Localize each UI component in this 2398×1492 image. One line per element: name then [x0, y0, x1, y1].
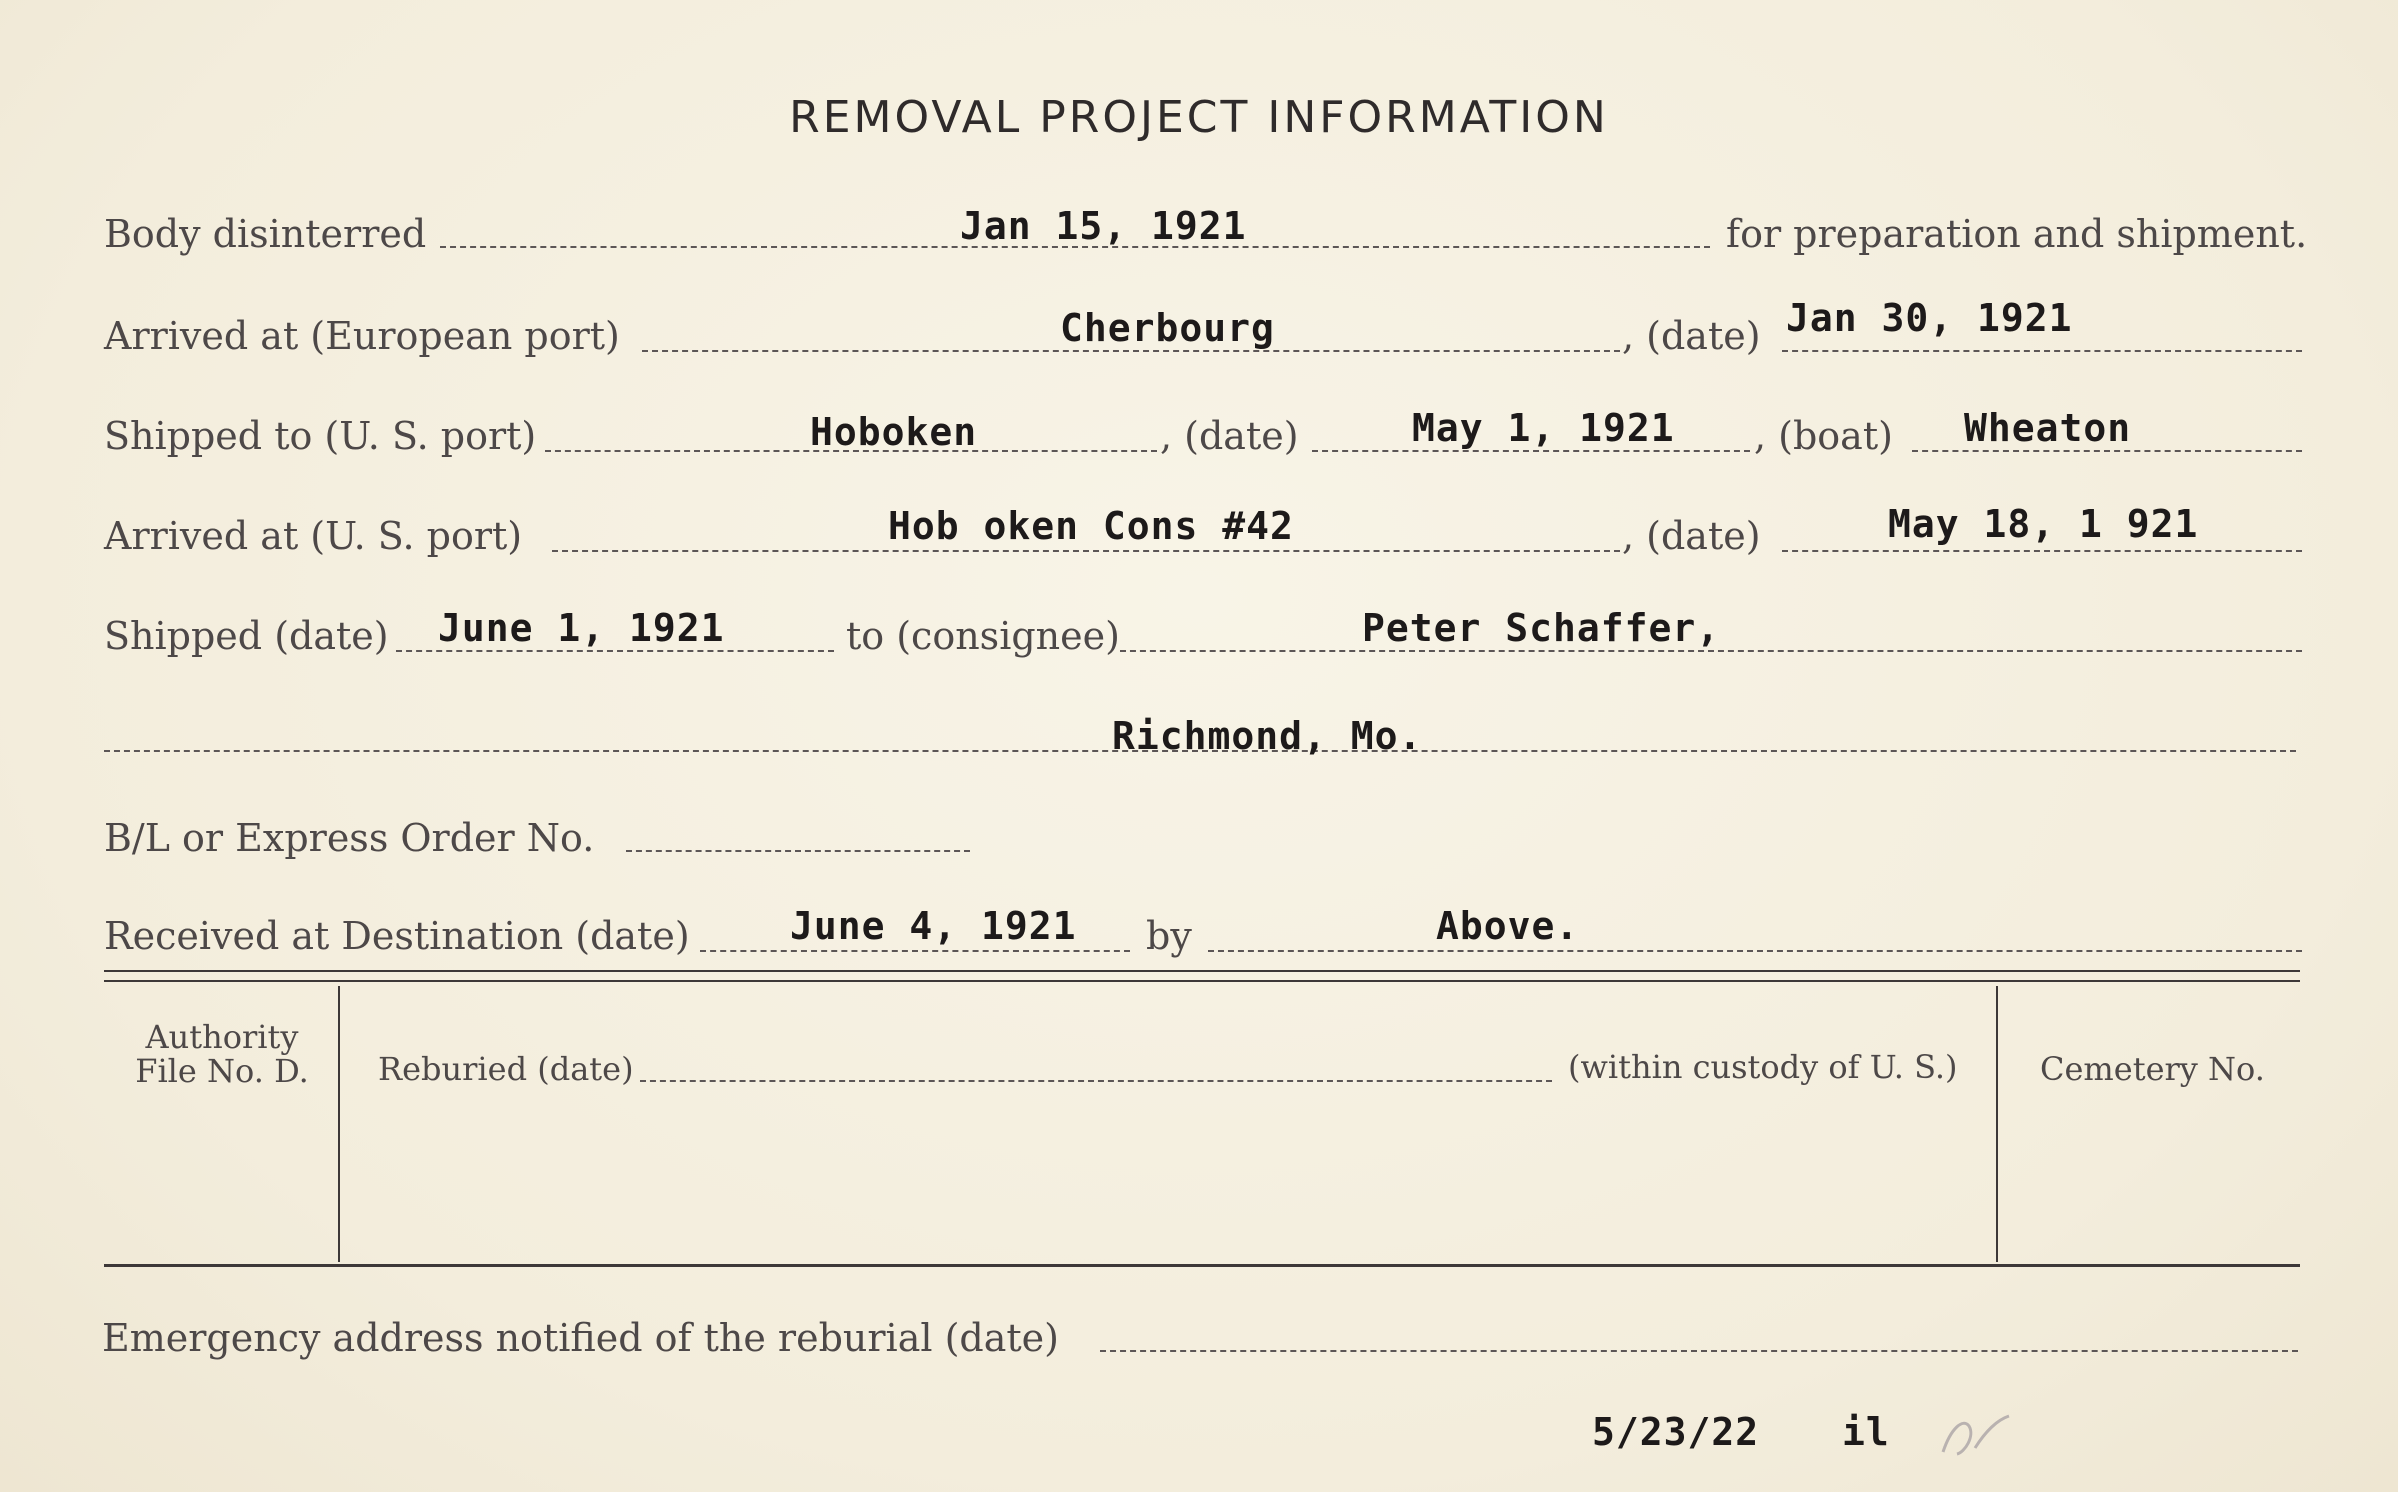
- value-us-port-shipped: Hoboken: [810, 410, 978, 454]
- field-line-shipped-date: [1312, 450, 1750, 452]
- label-body-disinterred: Body disinterred: [104, 212, 427, 256]
- label-boat: , (boat): [1754, 414, 1893, 458]
- value-arrived-date: May 18, 1 921: [1888, 502, 2199, 546]
- label-date-arrived: , (date): [1622, 514, 1761, 558]
- label-for-preparation: for preparation and shipment.: [1726, 212, 2308, 256]
- field-line-consignee: [1120, 650, 2302, 652]
- label-within-custody: (within custody of U. S.): [1568, 1048, 1958, 1086]
- label-cemetery-no: Cemetery No.: [2040, 1050, 2265, 1088]
- label-by: by: [1146, 914, 1192, 958]
- field-line-boat: [1912, 450, 2302, 452]
- field-line-reburied: [640, 1080, 1552, 1082]
- value-consignee-address: Richmond, Mo.: [1112, 714, 1423, 758]
- field-line-bl-order: [626, 850, 970, 852]
- label-received-destination: Received at Destination (date): [104, 914, 690, 958]
- value-us-port-arrived: Hob oken Cons #42: [888, 504, 1294, 548]
- value-received-by: Above.: [1436, 904, 1580, 948]
- field-line-emergency: [1100, 1350, 2298, 1352]
- value-european-date: Jan 30, 1921: [1786, 296, 2073, 340]
- stamp-date: 5/23/22: [1592, 1410, 1760, 1454]
- label-authority: Authority: [145, 1018, 299, 1056]
- stamp-code: il: [1842, 1410, 1890, 1454]
- value-european-port: Cherbourg: [1060, 306, 1275, 350]
- label-to-consignee: to (consignee): [846, 614, 1120, 658]
- label-emergency-address: Emergency address notified of the reburial (date): [102, 1316, 1059, 1360]
- value-shipped-on: June 1, 1921: [438, 606, 725, 650]
- value-shipped-date: May 1, 1921: [1412, 406, 1675, 450]
- label-shipped-date: Shipped (date): [104, 614, 389, 658]
- label-bl-order: B/L or Express Order No.: [104, 816, 595, 860]
- label-date-shipped: , (date): [1160, 414, 1299, 458]
- value-received-date: June 4, 1921: [790, 904, 1077, 948]
- rule-bottom: [104, 1264, 2300, 1267]
- label-file-no: File No. D.: [135, 1052, 309, 1090]
- field-line-european-date: [1782, 350, 2302, 352]
- field-line-received-date: [700, 950, 1130, 952]
- label-shipped-to-us-port: Shipped to (U. S. port): [104, 414, 537, 458]
- label-arrived-us-port: Arrived at (U. S. port): [104, 514, 523, 558]
- field-line-arrived-date: [1782, 550, 2302, 552]
- label-date-european: , (date): [1622, 314, 1761, 358]
- field-line-shipped-on: [396, 650, 834, 652]
- label-arrived-european-port: Arrived at (European port): [104, 314, 620, 358]
- divider-right: [1996, 986, 1998, 1262]
- value-boat: Wheaton: [1964, 406, 2132, 450]
- label-reburied: Reburied (date): [378, 1050, 634, 1088]
- field-line-us-port-arrived: [552, 550, 1620, 552]
- field-line-european-port: [642, 350, 1620, 352]
- pencil-mark-icon: [1935, 1408, 2015, 1462]
- page-title: REMOVAL PROJECT INFORMATION: [789, 92, 1609, 143]
- value-disinterred-date: Jan 15, 1921: [960, 204, 1247, 248]
- rule-top-2: [104, 980, 2300, 982]
- rule-top-1: [104, 970, 2300, 972]
- field-line-received-by: [1208, 950, 2302, 952]
- value-consignee: Peter Schaffer,: [1362, 606, 1721, 650]
